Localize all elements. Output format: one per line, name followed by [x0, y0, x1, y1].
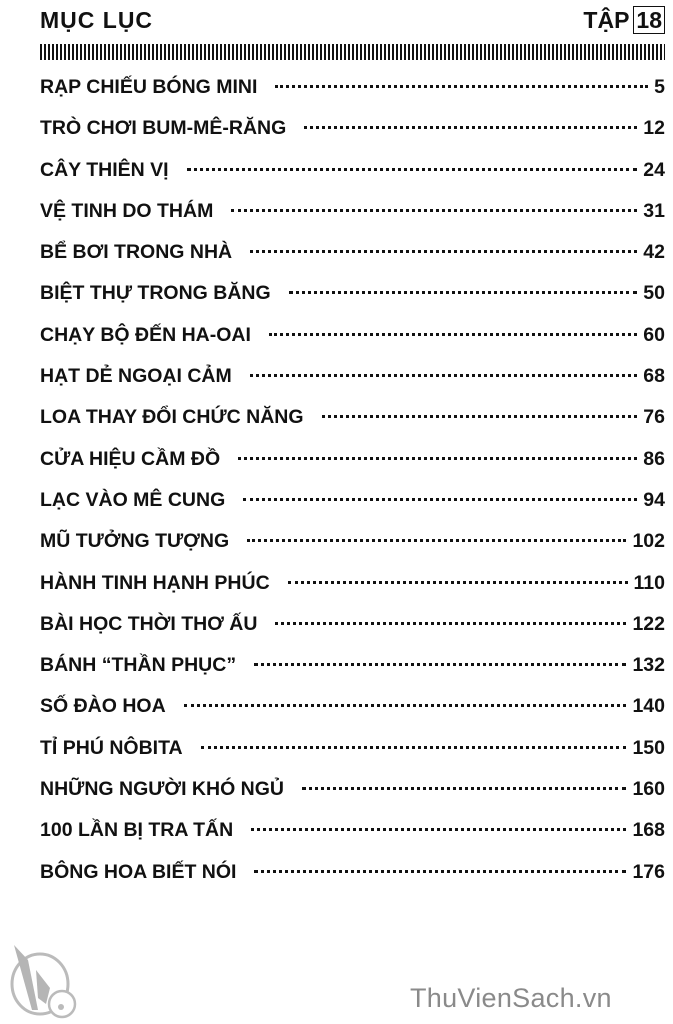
hatched-divider [40, 44, 665, 60]
toc-entry-page: 110 [633, 571, 665, 594]
toc-entry-page: 76 [643, 406, 665, 429]
toc-entry-page: 132 [632, 654, 665, 677]
toc-entry [40, 448, 665, 489]
toc-entry-title: TỈ PHÚ NÔBITA [40, 736, 183, 759]
toc-entry [40, 613, 665, 654]
volume-label: TẬP [583, 6, 630, 33]
toc-entry-page: 150 [632, 736, 665, 759]
toc-entry [40, 695, 665, 736]
toc-entry [40, 241, 665, 282]
toc-entry-title: SỐ ĐÀO HOA [40, 695, 166, 718]
toc-entry [40, 117, 665, 158]
toc-entry [40, 778, 665, 819]
toc-entry-title: CÂY THIÊN VỊ [40, 158, 169, 181]
toc-entry-title: VỆ TINH DO THÁM [40, 199, 214, 222]
dot-leader [243, 498, 637, 501]
dot-leader [269, 333, 637, 336]
dot-leader [187, 168, 638, 171]
table-of-contents [40, 76, 665, 902]
toc-entry-title: LẠC VÀO MÊ CUNG [40, 488, 226, 511]
dot-leader [275, 622, 626, 625]
dot-leader [322, 415, 638, 418]
volume-number: 18 [633, 6, 665, 34]
toc-entry-page: 42 [643, 241, 665, 264]
toc-entry-page: 86 [643, 447, 665, 470]
dot-leader [289, 291, 638, 294]
toc-entry-title: MŨ TƯỞNG TƯỢNG [40, 530, 230, 553]
toc-entry-title: HÀNH TINH HẠNH PHÚC [40, 571, 270, 594]
toc-entry-page: 68 [643, 365, 665, 388]
dot-leader [250, 374, 638, 377]
toc-entry-page: 31 [643, 199, 665, 222]
toc-entry [40, 861, 665, 902]
toc-entry-page: 122 [632, 612, 665, 635]
dot-leader [304, 126, 637, 129]
dot-leader [201, 746, 627, 749]
toc-entry-title: BỂ BƠI TRONG NHÀ [40, 241, 233, 264]
toc-entry-title: RẠP CHIẾU BÓNG MINI [40, 76, 258, 98]
volume-indicator [583, 6, 665, 34]
toc-entry [40, 530, 665, 571]
toc-entry [40, 159, 665, 200]
toc-entry-title: BÀI HỌC THỜI THƠ ẤU [40, 612, 258, 635]
dot-leader [288, 581, 628, 584]
toc-entry-page: 5 [654, 76, 665, 98]
toc-entry [40, 76, 665, 117]
toc-entry-title: NHỮNG NGƯỜI KHÓ NGỦ [40, 778, 284, 801]
dot-leader [238, 457, 637, 460]
toc-entry-title: BÔNG HOA BIẾT NÓI [40, 860, 237, 883]
toc-entry [40, 324, 665, 365]
toc-entry [40, 200, 665, 241]
toc-entry-title: HẠT DẺ NGOẠI CẢM [40, 365, 232, 388]
toc-entry [40, 737, 665, 778]
toc-entry-title: BÁNH “THẦN PHỤC” [40, 654, 237, 677]
watermark: ThuVienSach.vn [410, 983, 612, 1013]
toc-entry-title: CỬA HIỆU CẦM ĐỒ [40, 447, 221, 470]
toc-entry-page: 50 [643, 282, 665, 305]
toc-entry-page: 176 [632, 860, 665, 883]
toc-entry-page: 24 [643, 158, 665, 181]
dot-leader [231, 209, 637, 212]
dot-leader [275, 85, 648, 88]
dot-leader [184, 704, 627, 707]
toc-entry-title: LOA THAY ĐỔI CHỨC NĂNG [40, 406, 304, 429]
toc-entry [40, 572, 665, 613]
dot-leader [254, 663, 626, 666]
toc-entry [40, 489, 665, 530]
toc-entry-title: 100 LẦN BỊ TRA TẤN [40, 819, 234, 842]
toc-entry-page: 140 [632, 695, 665, 718]
toc-entry [40, 282, 665, 323]
toc-entry-title: CHẠY BỘ ĐẾN HA-OAI [40, 323, 251, 346]
toc-entry-title: BIỆT THỰ TRONG BĂNG [40, 282, 271, 305]
toc-entry [40, 654, 665, 695]
toc-entry-page: 12 [643, 117, 665, 140]
toc-entry [40, 406, 665, 447]
dot-leader [250, 250, 637, 253]
toc-entry [40, 365, 665, 406]
toc-entry-page: 60 [643, 323, 665, 346]
toc-entry-page: 160 [632, 778, 665, 801]
toc-entry-page: 102 [632, 530, 665, 553]
publisher-logo-icon [6, 940, 96, 1020]
dot-leader [302, 787, 626, 790]
dot-leader [254, 870, 626, 873]
page-header [40, 4, 665, 36]
dot-leader [251, 828, 626, 831]
toc-entry-page: 168 [632, 819, 665, 842]
dot-leader [247, 539, 626, 542]
toc-entry-page: 94 [643, 488, 665, 511]
toc-entry [40, 819, 665, 860]
toc-entry-title: TRÒ CHƠI BUM-MÊ-RĂNG [40, 117, 287, 140]
page-title: MỤC LỤC [40, 6, 154, 33]
